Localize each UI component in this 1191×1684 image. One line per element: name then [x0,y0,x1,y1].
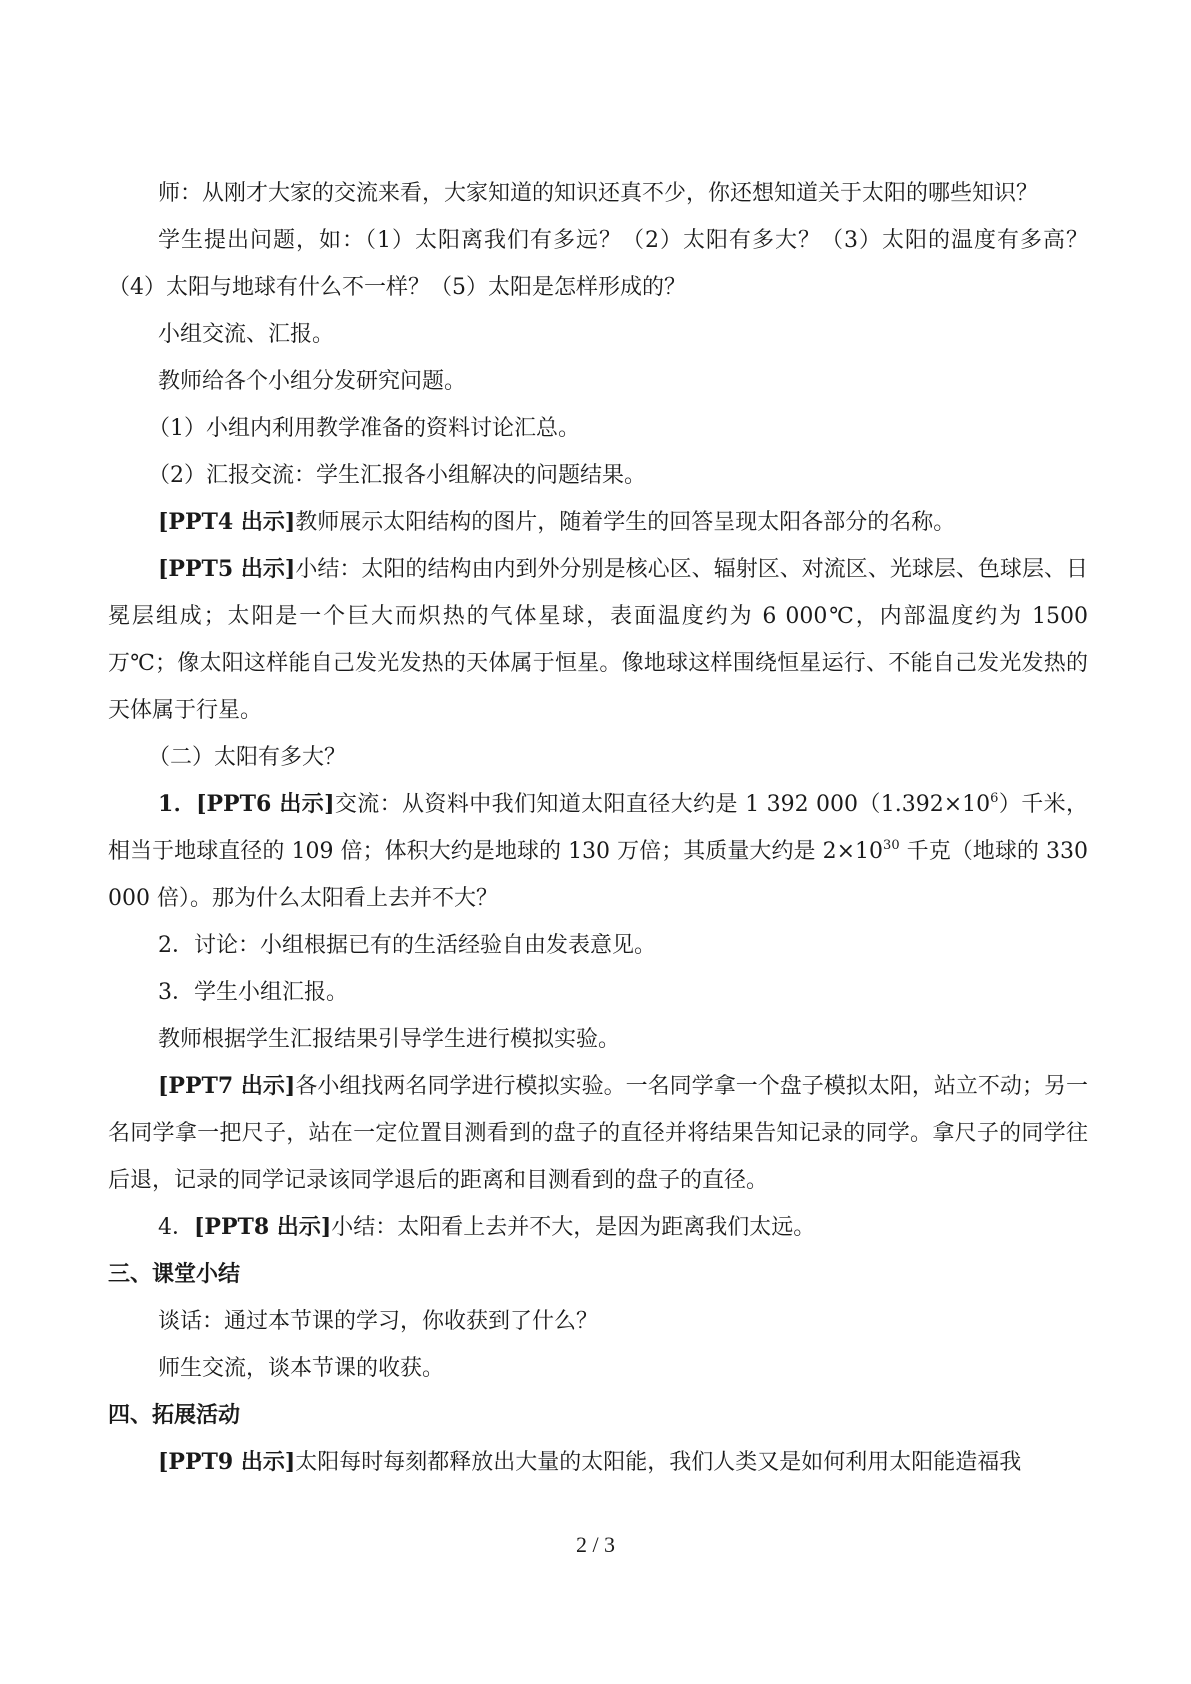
paragraph-text: 千克（地球的 330 000 倍）。那为什么太阳看上去并不大？ [108,839,1088,911]
list-number: 1． [158,791,197,817]
ppt-tag: [PPT8 出示] [194,1214,332,1240]
page-number: 2 / 3 [575,1532,616,1557]
paragraph-discussion: 2．讨论：小组根据已有的生活经验自由发表意见。 [158,933,656,958]
paragraph-text: 交流：从资料中我们知道太阳直径大约是 1 392 000（1.392×10 [334,792,991,817]
paragraph-ppt6 [108,781,1088,922]
paragraph-ppt9 [108,1439,1088,1486]
ppt-tag: [PPT9 出示] [158,1449,296,1475]
section-heading-summary: 三、课堂小结 [108,1261,241,1287]
paragraph-text: 教师展示太阳结构的图片，随着学生的回答呈现太阳各部分的名称。 [295,510,956,535]
section-heading-extension: 四、拓展活动 [108,1402,241,1428]
paragraph-student-questions: 学生提出问题，如：（1）太阳离我们有多远？（2）太阳有多大？（3）太阳的温度有多高？（4）太阳与地球有什么不一样？（5）太阳是怎样形成的？ [108,228,1088,300]
paragraph-ppt5 [108,546,1088,734]
list-number: 4． [158,1215,194,1240]
paragraph-teacher-guide: 教师根据学生汇报结果引导学生进行模拟实验。 [158,1027,621,1052]
paragraph-ppt7 [108,1063,1088,1204]
paragraph-text: 太阳每时每刻都释放出大量的太阳能，我们人类又是如何利用太阳能造福我 [295,1450,1022,1475]
paragraph-step-1: （1）小组内利用教学准备的资料讨论汇总。 [148,416,580,441]
paragraph-ppt8 [108,1204,1088,1251]
paragraph-group-report: 小组交流、汇报。 [158,322,335,347]
paragraph-talk: 谈话：通过本节课的学习，你收获到了什么？ [158,1309,599,1334]
ppt-tag: [PPT4 出示] [158,509,296,535]
paragraph-text: ）千米，相当于地球直径的 109 倍；体积大约是地球的 130 万倍；其质量大约是 2×10 [108,792,1088,864]
paragraph-ppt4 [108,499,1088,546]
paragraph-student-report: 3．学生小组汇报。 [158,980,348,1005]
paragraph-text: 小结：太阳看上去并不大，是因为距离我们太远。 [331,1215,816,1240]
exponent: 6 [990,791,999,806]
paragraph-teacher-question: 师：从刚才大家的交流来看，大家知道的知识还真不少，你还想知道关于太阳的哪些知识？ [158,181,1039,206]
ppt-tag: [PPT7 出示] [158,1073,296,1099]
paragraph-step-2: （2）汇报交流：学生汇报各小组解决的问题结果。 [148,463,646,488]
paragraph-text: 小结：太阳的结构由内到外分别是核心区、辐射区、对流区、光球层、色球层、日冕层组成；太阳是一个巨大而炽热的气体星球，表面温度约为 6 000℃，内部温度约为 1500 万℃；像太阳这样能自己发光发热的天体属于恒星。像地球这样围绕恒星运行、不能自己发光发热的天体属于行星。 [108,557,1088,723]
subheading-sun-size: （二）太阳有多大？ [148,745,347,770]
ppt-tag: [PPT5 出示] [158,556,296,582]
paragraph-exchange: 师生交流，谈本节课的收获。 [158,1356,445,1381]
paragraph-teacher-distribute: 教师给各个小组分发研究问题。 [158,369,467,394]
exponent: 30 [883,838,900,853]
ppt-tag: [PPT6 出示] [196,791,335,817]
document-body [108,170,1088,1486]
paragraph-text: 各小组找两名同学进行模拟实验。一名同学拿一个盘子模拟太阳，站立不动；另一名同学拿一把尺子，站在一定位置目测看到的盘子的直径并将结果告知记录的同学。拿尺子的同学往后退，记录的同学记录该同学退后的距离和目测看到的盘子的直径。 [108,1074,1088,1193]
